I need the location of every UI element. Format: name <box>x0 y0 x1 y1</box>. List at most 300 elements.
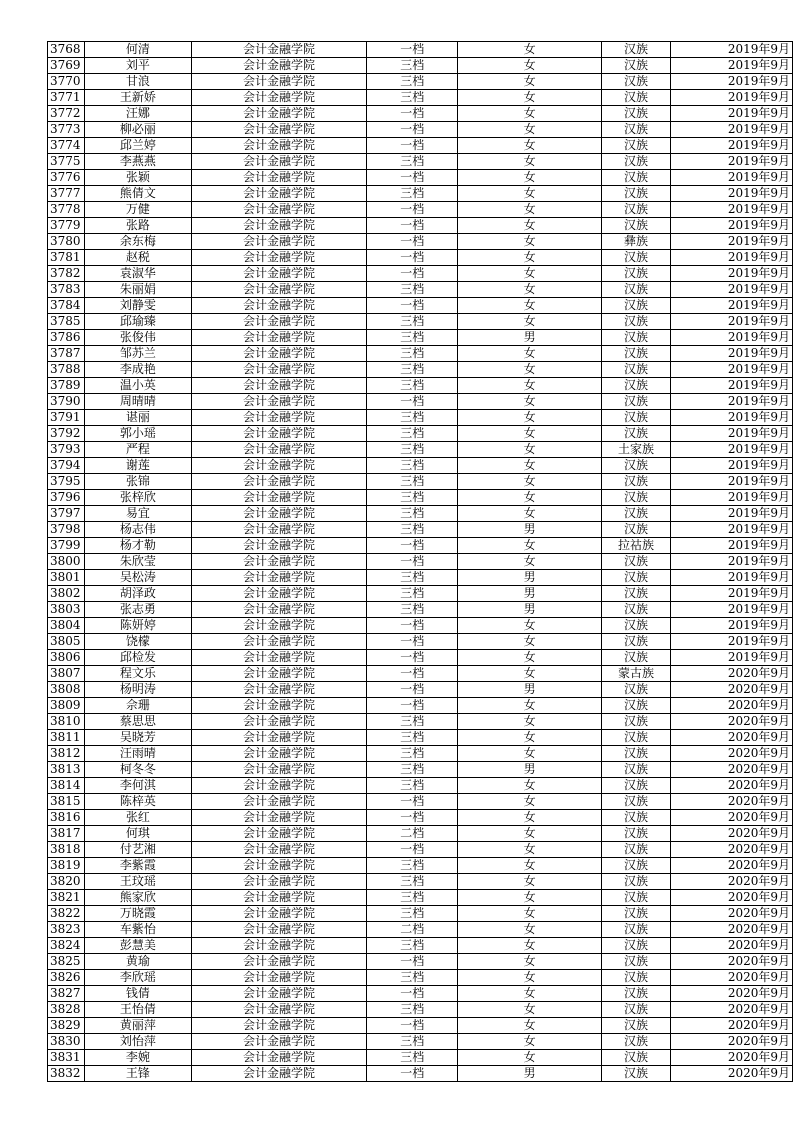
gender-cell: 女 <box>458 698 601 714</box>
college-cell: 会计金融学院 <box>191 154 366 170</box>
student-name: 胡泽政 <box>84 586 191 602</box>
grade-level-cell: 三档 <box>367 570 458 586</box>
row-number: 3780 <box>48 234 85 250</box>
table-row <box>48 602 793 618</box>
enrollment-date-cell: 2020年9月 <box>671 826 793 842</box>
gender-cell: 女 <box>458 442 601 458</box>
gender-cell: 女 <box>458 618 601 634</box>
enrollment-date-cell: 2020年9月 <box>671 954 793 970</box>
gender-cell: 女 <box>458 266 601 282</box>
college-cell: 会计金融学院 <box>191 842 366 858</box>
student-name: 邹苏兰 <box>84 346 191 362</box>
student-name: 彭慧美 <box>84 938 191 954</box>
student-name: 邱瑜臻 <box>84 314 191 330</box>
ethnicity-cell: 汉族 <box>601 746 670 762</box>
row-number: 3769 <box>48 58 85 74</box>
grade-level-cell: 一档 <box>367 794 458 810</box>
row-number: 3795 <box>48 474 85 490</box>
row-number: 3811 <box>48 730 85 746</box>
college-cell: 会计金融学院 <box>191 186 366 202</box>
student-name: 柯冬冬 <box>84 762 191 778</box>
grade-level-cell: 三档 <box>367 874 458 890</box>
grade-level-cell: 一档 <box>367 986 458 1002</box>
row-number: 3827 <box>48 986 85 1002</box>
row-number: 3773 <box>48 122 85 138</box>
row-number: 3787 <box>48 346 85 362</box>
table-row <box>48 58 793 74</box>
student-name: 汪雨晴 <box>84 746 191 762</box>
college-cell: 会计金融学院 <box>191 1018 366 1034</box>
ethnicity-cell: 汉族 <box>601 330 670 346</box>
table-row <box>48 890 793 906</box>
ethnicity-cell: 汉族 <box>601 218 670 234</box>
college-cell: 会计金融学院 <box>191 858 366 874</box>
gender-cell: 男 <box>458 586 601 602</box>
table-row <box>48 362 793 378</box>
student-name: 袁淑华 <box>84 266 191 282</box>
college-cell: 会计金融学院 <box>191 634 366 650</box>
student-name: 程文乐 <box>84 666 191 682</box>
college-cell: 会计金融学院 <box>191 170 366 186</box>
grade-level-cell: 二档 <box>367 922 458 938</box>
table-row <box>48 810 793 826</box>
student-name: 蔡思思 <box>84 714 191 730</box>
gender-cell: 女 <box>458 986 601 1002</box>
enrollment-date-cell: 2019年9月 <box>671 58 793 74</box>
table-row <box>48 442 793 458</box>
student-name: 车紫怡 <box>84 922 191 938</box>
gender-cell: 女 <box>458 458 601 474</box>
row-number: 3792 <box>48 426 85 442</box>
row-number: 3807 <box>48 666 85 682</box>
gender-cell: 女 <box>458 138 601 154</box>
enrollment-date-cell: 2020年9月 <box>671 762 793 778</box>
gender-cell: 女 <box>458 154 601 170</box>
row-number: 3784 <box>48 298 85 314</box>
gender-cell: 女 <box>458 810 601 826</box>
row-number: 3819 <box>48 858 85 874</box>
student-name: 王玟瑶 <box>84 874 191 890</box>
gender-cell: 女 <box>458 1018 601 1034</box>
row-number: 3826 <box>48 970 85 986</box>
student-name: 李欣瑶 <box>84 970 191 986</box>
row-number: 3791 <box>48 410 85 426</box>
gender-cell: 女 <box>458 42 601 58</box>
table-row <box>48 474 793 490</box>
gender-cell: 男 <box>458 762 601 778</box>
gender-cell: 女 <box>458 1034 601 1050</box>
ethnicity-cell: 汉族 <box>601 282 670 298</box>
table-row <box>48 410 793 426</box>
enrollment-date-cell: 2020年9月 <box>671 1050 793 1066</box>
table-row <box>48 970 793 986</box>
grade-level-cell: 三档 <box>367 730 458 746</box>
ethnicity-cell: 汉族 <box>601 842 670 858</box>
gender-cell: 女 <box>458 794 601 810</box>
row-number: 3788 <box>48 362 85 378</box>
college-cell: 会计金融学院 <box>191 794 366 810</box>
college-cell: 会计金融学院 <box>191 250 366 266</box>
college-cell: 会计金融学院 <box>191 1002 366 1018</box>
student-name: 邱兰婷 <box>84 138 191 154</box>
ethnicity-cell: 汉族 <box>601 122 670 138</box>
student-name: 周晴晴 <box>84 394 191 410</box>
ethnicity-cell: 汉族 <box>601 682 670 698</box>
ethnicity-cell: 汉族 <box>601 522 670 538</box>
gender-cell: 女 <box>458 1002 601 1018</box>
ethnicity-cell: 汉族 <box>601 42 670 58</box>
gender-cell: 女 <box>458 394 601 410</box>
grade-level-cell: 三档 <box>367 858 458 874</box>
student-name: 朱丽娟 <box>84 282 191 298</box>
college-cell: 会计金融学院 <box>191 698 366 714</box>
grade-level-cell: 三档 <box>367 442 458 458</box>
ethnicity-cell: 汉族 <box>601 826 670 842</box>
enrollment-date-cell: 2019年9月 <box>671 650 793 666</box>
student-name: 钱倩 <box>84 986 191 1002</box>
table-row <box>48 842 793 858</box>
college-cell: 会计金融学院 <box>191 602 366 618</box>
ethnicity-cell: 汉族 <box>601 602 670 618</box>
table-row <box>48 874 793 890</box>
grade-level-cell: 三档 <box>367 1034 458 1050</box>
row-number: 3804 <box>48 618 85 634</box>
student-name: 柳必丽 <box>84 122 191 138</box>
row-number: 3806 <box>48 650 85 666</box>
ethnicity-cell: 汉族 <box>601 970 670 986</box>
table-row <box>48 458 793 474</box>
ethnicity-cell: 汉族 <box>601 1050 670 1066</box>
enrollment-date-cell: 2020年9月 <box>671 970 793 986</box>
college-cell: 会计金融学院 <box>191 778 366 794</box>
table-row <box>48 234 793 250</box>
gender-cell: 女 <box>458 778 601 794</box>
enrollment-date-cell: 2019年9月 <box>671 106 793 122</box>
gender-cell: 男 <box>458 602 601 618</box>
grade-level-cell: 一档 <box>367 810 458 826</box>
ethnicity-cell: 汉族 <box>601 714 670 730</box>
student-name: 严程 <box>84 442 191 458</box>
college-cell: 会计金融学院 <box>191 810 366 826</box>
grade-level-cell: 一档 <box>367 42 458 58</box>
row-number: 3778 <box>48 202 85 218</box>
gender-cell: 女 <box>458 122 601 138</box>
grade-level-cell: 一档 <box>367 682 458 698</box>
table-row <box>48 186 793 202</box>
gender-cell: 女 <box>458 202 601 218</box>
table-row <box>48 298 793 314</box>
student-name: 张红 <box>84 810 191 826</box>
grade-level-cell: 三档 <box>367 90 458 106</box>
row-number: 3777 <box>48 186 85 202</box>
grade-level-cell: 三档 <box>367 58 458 74</box>
college-cell: 会计金融学院 <box>191 426 366 442</box>
student-name: 张颖 <box>84 170 191 186</box>
gender-cell: 女 <box>458 938 601 954</box>
student-name: 张锦 <box>84 474 191 490</box>
ethnicity-cell: 汉族 <box>601 426 670 442</box>
college-cell: 会计金融学院 <box>191 570 366 586</box>
enrollment-date-cell: 2019年9月 <box>671 42 793 58</box>
enrollment-date-cell: 2019年9月 <box>671 234 793 250</box>
gender-cell: 女 <box>458 378 601 394</box>
row-number: 3802 <box>48 586 85 602</box>
college-cell: 会计金融学院 <box>191 682 366 698</box>
grade-level-cell: 一档 <box>367 618 458 634</box>
grade-level-cell: 三档 <box>367 746 458 762</box>
student-name: 刘平 <box>84 58 191 74</box>
gender-cell: 女 <box>458 1050 601 1066</box>
grade-level-cell: 一档 <box>367 138 458 154</box>
gender-cell: 男 <box>458 1066 601 1082</box>
table-row <box>48 938 793 954</box>
student-name: 何琪 <box>84 826 191 842</box>
enrollment-date-cell: 2020年9月 <box>671 906 793 922</box>
gender-cell: 女 <box>458 58 601 74</box>
grade-level-cell: 一档 <box>367 1018 458 1034</box>
college-cell: 会计金融学院 <box>191 730 366 746</box>
student-name: 张俊伟 <box>84 330 191 346</box>
enrollment-date-cell: 2019年9月 <box>671 346 793 362</box>
college-cell: 会计金融学院 <box>191 42 366 58</box>
grade-level-cell: 三档 <box>367 890 458 906</box>
enrollment-date-cell: 2020年9月 <box>671 698 793 714</box>
enrollment-date-cell: 2019年9月 <box>671 378 793 394</box>
gender-cell: 女 <box>458 554 601 570</box>
student-name: 吴松涛 <box>84 570 191 586</box>
table-row <box>48 666 793 682</box>
college-cell: 会计金融学院 <box>191 234 366 250</box>
ethnicity-cell: 汉族 <box>601 794 670 810</box>
college-cell: 会计金融学院 <box>191 442 366 458</box>
enrollment-date-cell: 2020年9月 <box>671 714 793 730</box>
gender-cell: 女 <box>458 538 601 554</box>
row-number: 3800 <box>48 554 85 570</box>
enrollment-date-cell: 2019年9月 <box>671 458 793 474</box>
enrollment-date-cell: 2019年9月 <box>671 554 793 570</box>
table-row <box>48 714 793 730</box>
grade-level-cell: 三档 <box>367 938 458 954</box>
grade-level-cell: 一档 <box>367 554 458 570</box>
gender-cell: 女 <box>458 362 601 378</box>
row-number: 3782 <box>48 266 85 282</box>
enrollment-date-cell: 2020年9月 <box>671 1066 793 1082</box>
grade-level-cell: 三档 <box>367 602 458 618</box>
student-name: 李紫霞 <box>84 858 191 874</box>
row-number: 3781 <box>48 250 85 266</box>
ethnicity-cell: 汉族 <box>601 570 670 586</box>
ethnicity-cell: 汉族 <box>601 394 670 410</box>
grade-level-cell: 三档 <box>367 506 458 522</box>
enrollment-date-cell: 2019年9月 <box>671 298 793 314</box>
grade-level-cell: 三档 <box>367 1050 458 1066</box>
row-number: 3783 <box>48 282 85 298</box>
row-number: 3818 <box>48 842 85 858</box>
table-row <box>48 1066 793 1082</box>
ethnicity-cell: 蒙古族 <box>601 666 670 682</box>
ethnicity-cell: 汉族 <box>601 362 670 378</box>
table-row <box>48 106 793 122</box>
student-name: 谌丽 <box>84 410 191 426</box>
row-number: 3797 <box>48 506 85 522</box>
grade-level-cell: 一档 <box>367 234 458 250</box>
grade-level-cell: 一档 <box>367 298 458 314</box>
grade-level-cell: 三档 <box>367 714 458 730</box>
table-row <box>48 906 793 922</box>
table-row <box>48 378 793 394</box>
ethnicity-cell: 汉族 <box>601 490 670 506</box>
row-number: 3785 <box>48 314 85 330</box>
student-name: 佘珊 <box>84 698 191 714</box>
college-cell: 会计金融学院 <box>191 554 366 570</box>
ethnicity-cell: 汉族 <box>601 762 670 778</box>
student-name: 陈妍婷 <box>84 618 191 634</box>
row-number: 3822 <box>48 906 85 922</box>
ethnicity-cell: 汉族 <box>601 586 670 602</box>
enrollment-date-cell: 2020年9月 <box>671 810 793 826</box>
student-name: 刘静雯 <box>84 298 191 314</box>
gender-cell: 女 <box>458 234 601 250</box>
row-number: 3771 <box>48 90 85 106</box>
enrollment-date-cell: 2020年9月 <box>671 842 793 858</box>
college-cell: 会计金融学院 <box>191 58 366 74</box>
gender-cell: 男 <box>458 330 601 346</box>
enrollment-date-cell: 2019年9月 <box>671 218 793 234</box>
row-number: 3828 <box>48 1002 85 1018</box>
enrollment-date-cell: 2020年9月 <box>671 858 793 874</box>
grade-level-cell: 三档 <box>367 490 458 506</box>
table-row <box>48 682 793 698</box>
student-name: 陈梓英 <box>84 794 191 810</box>
college-cell: 会计金融学院 <box>191 394 366 410</box>
student-name: 朱欣莹 <box>84 554 191 570</box>
grade-level-cell: 一档 <box>367 218 458 234</box>
ethnicity-cell: 汉族 <box>601 186 670 202</box>
college-cell: 会计金融学院 <box>191 1050 366 1066</box>
student-name: 万晓霞 <box>84 906 191 922</box>
ethnicity-cell: 汉族 <box>601 1018 670 1034</box>
student-name: 饶檬 <box>84 634 191 650</box>
ethnicity-cell: 汉族 <box>601 266 670 282</box>
gender-cell: 女 <box>458 218 601 234</box>
grade-level-cell: 一档 <box>367 954 458 970</box>
enrollment-date-cell: 2019年9月 <box>671 474 793 490</box>
row-number: 3821 <box>48 890 85 906</box>
grade-level-cell: 三档 <box>367 154 458 170</box>
enrollment-date-cell: 2019年9月 <box>671 330 793 346</box>
student-name: 黄丽萍 <box>84 1018 191 1034</box>
table-row <box>48 330 793 346</box>
gender-cell: 男 <box>458 522 601 538</box>
ethnicity-cell: 汉族 <box>601 410 670 426</box>
table-row <box>48 90 793 106</box>
ethnicity-cell: 汉族 <box>601 378 670 394</box>
gender-cell: 女 <box>458 426 601 442</box>
ethnicity-cell: 汉族 <box>601 954 670 970</box>
table-row <box>48 346 793 362</box>
grade-level-cell: 三档 <box>367 282 458 298</box>
enrollment-date-cell: 2019年9月 <box>671 618 793 634</box>
table-row <box>48 1050 793 1066</box>
college-cell: 会计金融学院 <box>191 906 366 922</box>
row-number: 3794 <box>48 458 85 474</box>
ethnicity-cell: 汉族 <box>601 314 670 330</box>
table-row <box>48 746 793 762</box>
gender-cell: 女 <box>458 298 601 314</box>
gender-cell: 女 <box>458 490 601 506</box>
grade-level-cell: 一档 <box>367 1066 458 1082</box>
enrollment-date-cell: 2019年9月 <box>671 282 793 298</box>
enrollment-date-cell: 2020年9月 <box>671 746 793 762</box>
grade-level-cell: 三档 <box>367 522 458 538</box>
college-cell: 会计金融学院 <box>191 106 366 122</box>
gender-cell: 女 <box>458 346 601 362</box>
student-name: 杨明涛 <box>84 682 191 698</box>
enrollment-date-cell: 2020年9月 <box>671 778 793 794</box>
college-cell: 会计金融学院 <box>191 954 366 970</box>
enrollment-date-cell: 2019年9月 <box>671 522 793 538</box>
grade-level-cell: 三档 <box>367 362 458 378</box>
college-cell: 会计金融学院 <box>191 618 366 634</box>
row-number: 3799 <box>48 538 85 554</box>
ethnicity-cell: 汉族 <box>601 650 670 666</box>
grade-level-cell: 三档 <box>367 458 458 474</box>
student-name: 刘怡萍 <box>84 1034 191 1050</box>
table-row <box>48 986 793 1002</box>
table-row <box>48 522 793 538</box>
row-number: 3820 <box>48 874 85 890</box>
enrollment-date-cell: 2019年9月 <box>671 74 793 90</box>
row-number: 3831 <box>48 1050 85 1066</box>
grade-level-cell: 三档 <box>367 1002 458 1018</box>
student-name: 郭小瑶 <box>84 426 191 442</box>
student-name: 何清 <box>84 42 191 58</box>
grade-level-cell: 三档 <box>367 186 458 202</box>
grade-level-cell: 一档 <box>367 538 458 554</box>
row-number: 3790 <box>48 394 85 410</box>
row-number: 3823 <box>48 922 85 938</box>
ethnicity-cell: 汉族 <box>601 58 670 74</box>
enrollment-date-cell: 2020年9月 <box>671 874 793 890</box>
college-cell: 会计金融学院 <box>191 378 366 394</box>
gender-cell: 女 <box>458 826 601 842</box>
gender-cell: 女 <box>458 170 601 186</box>
college-cell: 会计金融学院 <box>191 314 366 330</box>
enrollment-date-cell: 2019年9月 <box>671 634 793 650</box>
student-name: 张路 <box>84 218 191 234</box>
gender-cell: 女 <box>458 650 601 666</box>
enrollment-date-cell: 2019年9月 <box>671 122 793 138</box>
ethnicity-cell: 汉族 <box>601 506 670 522</box>
student-name: 万健 <box>84 202 191 218</box>
ethnicity-cell: 汉族 <box>601 106 670 122</box>
student-name: 李燕燕 <box>84 154 191 170</box>
enrollment-date-cell: 2019年9月 <box>671 362 793 378</box>
ethnicity-cell: 汉族 <box>601 922 670 938</box>
grade-level-cell: 一档 <box>367 698 458 714</box>
row-number: 3789 <box>48 378 85 394</box>
grade-level-cell: 三档 <box>367 74 458 90</box>
enrollment-date-cell: 2019年9月 <box>671 202 793 218</box>
college-cell: 会计金融学院 <box>191 666 366 682</box>
gender-cell: 女 <box>458 506 601 522</box>
student-name: 熊倩文 <box>84 186 191 202</box>
row-number: 3829 <box>48 1018 85 1034</box>
ethnicity-cell: 汉族 <box>601 778 670 794</box>
table-row <box>48 554 793 570</box>
gender-cell: 女 <box>458 730 601 746</box>
ethnicity-cell: 汉族 <box>601 890 670 906</box>
